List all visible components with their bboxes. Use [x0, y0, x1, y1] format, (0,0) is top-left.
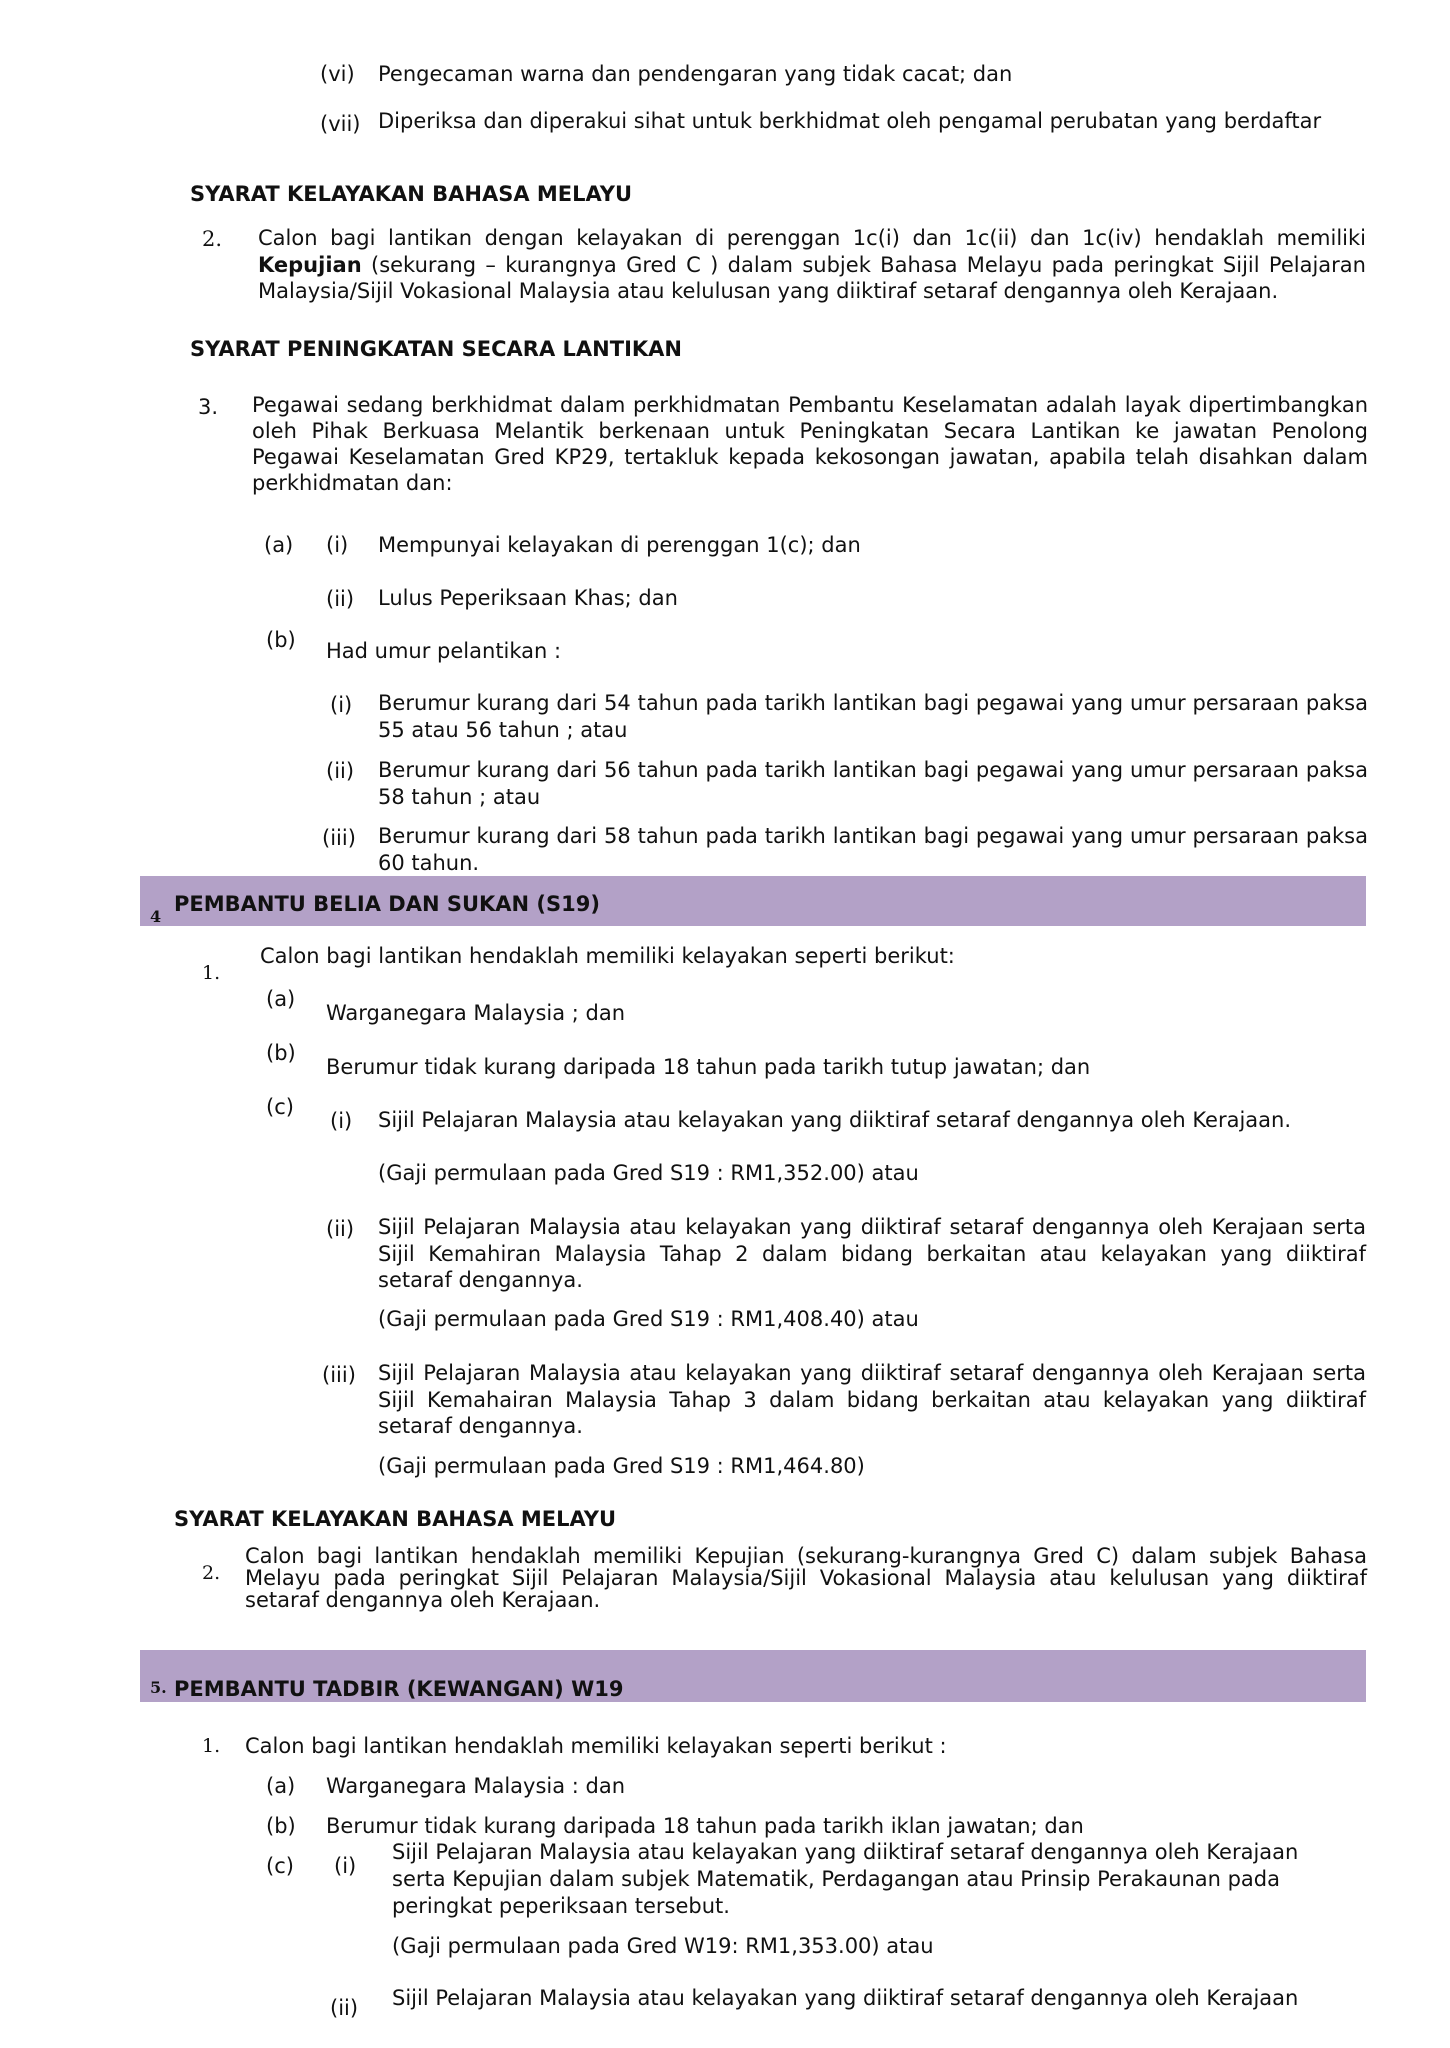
section-heading-promotion: SYARAT PENINGKATAN SECARA LANTIKAN	[190, 337, 682, 361]
list-label-b: (b)	[266, 1814, 296, 1838]
paragraph-number: 2.	[202, 1562, 221, 1584]
item-number: 1.	[202, 1735, 221, 1757]
age-rule-i: Berumur kurang dari 54 tahun pada tarikh lantikan bagi pegawai yang umur persaraan paksa 55 atau 56 tahun ; atau	[378, 691, 1368, 742]
qualification-ii: Sijil Pelajaran Malaysia atau kelayakan yang diiktiraf setaraf dengannya oleh Kerajaan serta Sijil Kemahiran Malaysia Tahap 2 dalam bidang berkaitan atau kelayakan yang diiktiraf setaraf dengannya.	[378, 1215, 1366, 1292]
requirement-age: Berumur tidak kurang daripada 18 tahun pada tarikh tutup jawatan; dan	[326, 1055, 1091, 1079]
promotion-paragraph: Pegawai sedang berkhidmat dalam perkhidmatan Pembantu Keselamatan adalah layak dipertimbangkan oleh Pihak Berkuasa Melantik berkenaan untuk Peningkatan Secara Lantikan ke jawatan Penolong Pegawai Keselamatan Gred KP29, tertakluk kepada kekosongan jawatan, apabila telah disahkan dalam perkhidmatan dan:	[252, 393, 1368, 495]
list-label-c-i: (i)	[334, 1854, 357, 1878]
bm-paragraph: Calon bagi lantikan hendaklah memiliki Kepujian (sekurang-kurangnya Gred C) dalam subjek Bahasa Melayu pada peringkat Sijil Pelajaran Malaysia/Sijil Vokasional Malaysia atau kelulusan yang diiktiraf setaraf dengannya oleh Kerajaan.	[245, 1544, 1367, 1612]
salary-ii: (Gaji permulaan pada Gred S19 : RM1,408.40) atau	[378, 1307, 919, 1331]
requirement-citizenship: Warganegara Malaysia ; dan	[326, 1001, 626, 1025]
section-title-5: PEMBANTU TADBIR (KEWANGAN) W19	[174, 1677, 624, 1701]
list-label-c: (c)	[266, 1854, 294, 1878]
list-label-vii: (vii)	[320, 112, 361, 136]
intro-text: Calon bagi lantikan hendaklah memiliki kelayakan seperti berikut:	[260, 944, 955, 968]
paragraph-number: 3.	[198, 395, 219, 419]
qualification-i: Sijil Pelajaran Malaysia atau kelayakan yang diiktiraf setaraf dengannya oleh Kerajaan serta Kepujian dalam subjek Matematik, Perdagangan atau Prinsip Perakaunan pada peringkat peperiksaan tersebut.	[392, 1840, 1299, 1918]
section-number-5: 5.	[150, 1678, 167, 1697]
requirement-vi: Pengecaman warna dan pendengaran yang tidak cacat; dan	[378, 62, 1013, 86]
list-label-b: (b)	[266, 1041, 296, 1065]
list-label-c-ii: (ii)	[330, 1996, 359, 2020]
section-heading-bm: SYARAT KELAYAKAN BAHASA MELAYU	[190, 182, 633, 206]
age-rule-iii: Berumur kurang dari 58 tahun pada tarikh lantikan bagi pegawai yang umur persaraan paksa 60 tahun.	[378, 824, 1368, 875]
list-label-c-ii: (ii)	[326, 1217, 355, 1241]
requirement-vii: Diperiksa dan diperakui sihat untuk berkhidmat oleh pengamal perubatan yang berdaftar	[378, 109, 1322, 133]
intro-text: Calon bagi lantikan hendaklah memiliki kelayakan seperti berikut :	[245, 1734, 947, 1758]
list-label-c: (c)	[266, 1095, 294, 1119]
section-number-4: 4	[150, 907, 162, 926]
bm-paragraph: Calon bagi lantikan dengan kelayakan di perenggan 1c(i) dan 1c(ii) dan 1c(iv) hendaklah memiliki Kepujian (sekurang – kurangnya Gred C ) dalam subjek Bahasa Melayu pada peringkat Sijil Pelajaran Malaysia/Sijil Vokasional Malaysia atau kelulusan yang diiktiraf setaraf dengannya oleh Kerajaan.	[258, 226, 1366, 303]
qualification-ii: Sijil Pelajaran Malaysia atau kelayakan yang diiktiraf setaraf dengannya oleh Kerajaan	[392, 1986, 1299, 2010]
section-title-4: PEMBANTU BELIA DAN SUKAN (S19)	[174, 892, 600, 916]
requirement-citizenship: Warganegara Malaysia : dan	[326, 1774, 626, 1798]
kepujian-bold: Kepujian	[258, 252, 362, 277]
paragraph-number: 2.	[202, 227, 223, 251]
salary-i: (Gaji permulaan pada Gred W19: RM1,353.00) atau	[392, 1934, 934, 1958]
list-label-b-ii: (ii)	[326, 759, 355, 783]
list-label-b-i: (i)	[330, 693, 353, 717]
qualification-i: Sijil Pelajaran Malaysia atau kelayakan yang diiktiraf setaraf dengannya oleh Kerajaan.	[378, 1108, 1292, 1132]
list-label-a-i: (i)	[326, 533, 349, 557]
age-rule-ii: Berumur kurang dari 56 tahun pada tarikh lantikan bagi pegawai yang umur persaraan paksa 58 tahun ; atau	[378, 758, 1368, 809]
list-label-c-iii: (iii)	[322, 1363, 356, 1387]
list-label-b-iii: (iii)	[322, 826, 356, 850]
list-label-c-i: (i)	[330, 1109, 353, 1133]
item-number: 1.	[202, 962, 221, 984]
list-label-a: (a)	[266, 987, 296, 1011]
qualification-iii: Sijil Pelajaran Malaysia atau kelayakan yang diiktiraf setaraf dengannya oleh Kerajaan serta Sijil Kemahairan Malaysia Tahap 3 dalam bidang berkaitan atau kelayakan yang diiktiraf setaraf dengannya.	[378, 1361, 1366, 1438]
age-limit-label: Had umur pelantikan :	[326, 639, 562, 663]
salary-i: (Gaji permulaan pada Gred S19 : RM1,352.00) atau	[378, 1161, 919, 1185]
list-label-a: (a)	[264, 533, 294, 557]
section-heading-bm: SYARAT KELAYAKAN BAHASA MELAYU	[174, 1507, 617, 1531]
list-label-a-ii: (ii)	[326, 587, 355, 611]
list-label-vi: (vi)	[320, 62, 355, 86]
requirement-age: Berumur tidak kurang daripada 18 tahun pada tarikh iklan jawatan; dan	[326, 1814, 1084, 1838]
list-label-b: (b)	[266, 628, 296, 652]
requirement-a-ii: Lulus Peperiksaan Khas; dan	[378, 586, 678, 610]
list-label-a: (a)	[266, 1774, 296, 1798]
requirement-a-i: Mempunyai kelayakan di perenggan 1(c); dan	[378, 533, 861, 557]
salary-iii: (Gaji permulaan pada Gred S19 : RM1,464.80)	[378, 1454, 865, 1478]
